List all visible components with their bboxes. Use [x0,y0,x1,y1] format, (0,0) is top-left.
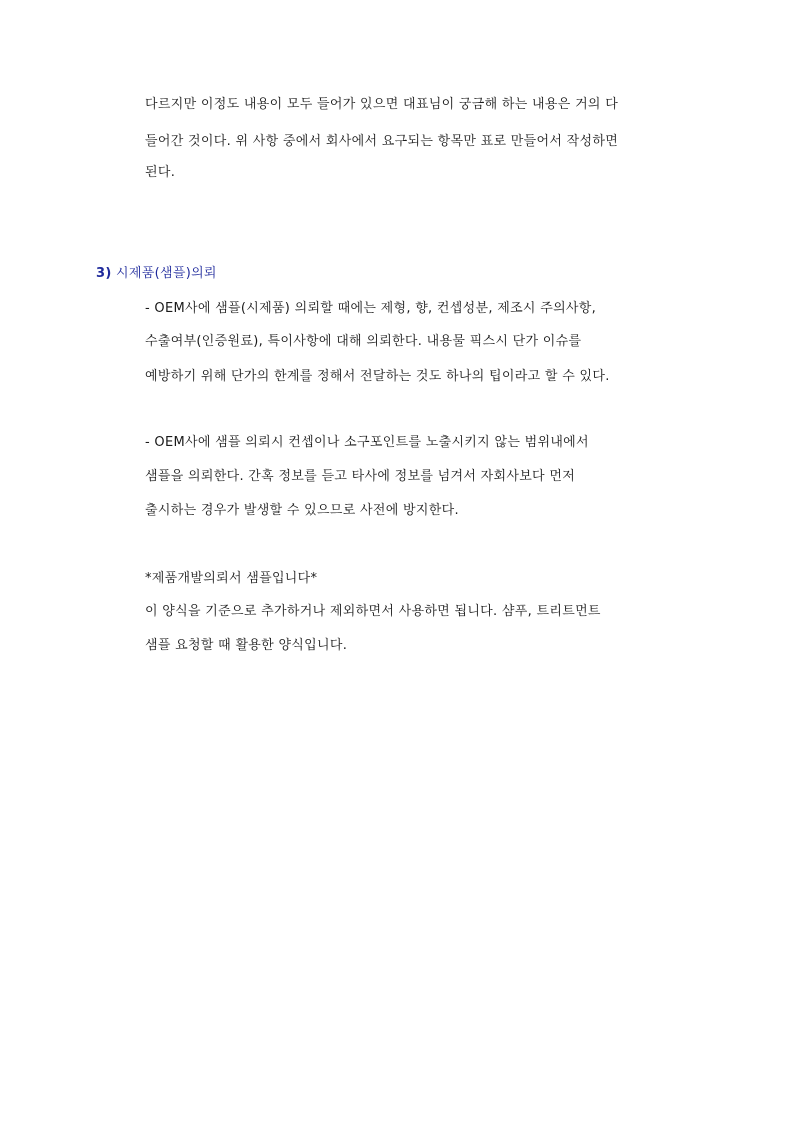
section-title: 시제품(샘플)의뢰 [116,266,217,281]
para3-line-1: *제품개발의뢰서 샘플입니다* [145,571,318,586]
section-number: 3) [96,266,112,281]
intro-line-3: 된다. [145,165,176,180]
para2-line-3: 출시하는 경우가 발생할 수 있으므로 사전에 방지한다. [145,503,459,518]
para2-line-2: 샘플을 의뢰한다. 간혹 정보를 듣고 타사에 정보를 넘겨서 자회사보다 먼저 [145,469,576,484]
para3-line-3: 샘플 요청할 때 활용한 양식입니다. [145,638,348,653]
para1-line-2: 수출여부(인증원료), 특이사항에 대해 의뢰한다. 내용물 픽스시 단가 이슈를 [145,334,582,349]
para1-line-3: 예방하기 위해 단가의 한계를 정해서 전달하는 것도 하나의 팁이라고 할 수 있다. [145,369,610,384]
para1-line-1: - OEM사에 샘플(시제품) 의뢰할 때에는 제형, 향, 컨셉성분, 제조시 주의사항, [145,301,597,316]
section-heading [96,266,217,282]
para2-line-1: - OEM사에 샘플 의뢰시 컨셉이나 소구포인트를 노출시키지 않는 범위내에서 [145,435,589,450]
para3-line-2: 이 양식을 기준으로 추가하거나 제외하면서 사용하면 됩니다. 샴푸, 트리트먼트 [145,604,601,619]
intro-line-1: 다르지만 이정도 내용이 모두 들어가 있으면 대표님이 궁금해 하는 내용은 거의 다 [145,97,619,112]
intro-line-2: 들어간 것이다. 위 사항 중에서 회사에서 요구되는 항목만 표로 만들어서 작성하면 [145,134,619,149]
